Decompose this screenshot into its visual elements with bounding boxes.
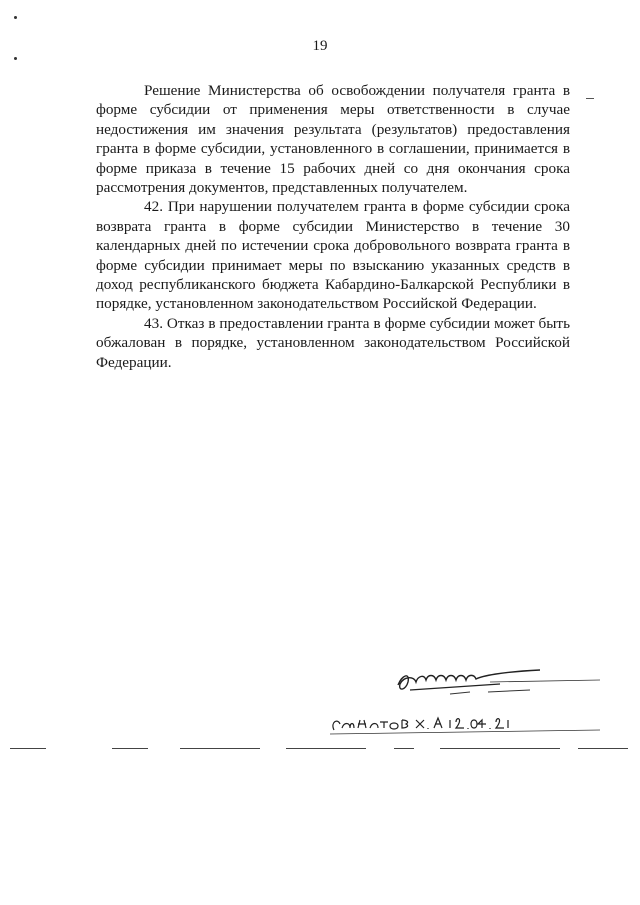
paragraph: 42. При нарушении получателем гранта в форме субсидии срока возврата гранта в форме субсидии Министерство в течение 30 календарных дней по истечении срока добровольного возврата гранта в форме субсидии принимает меры по взысканию указанных средств в доход республиканского бюджета Кабардино-Балкарской Республики в порядке, установленном законодательством Российской Федерации. bbox=[96, 198, 570, 313]
paragraph: Решение Министерства об освобождении получателя гранта в форме субсидии от применения меры ответственности в случае недостижения им значения результата (результатов) предоставления гранта в форме субсидии, установленного в соглашении, принимается в форме приказа в течение 15 рабочих дней со дня окончания срока рассмотрения документов, представленных получателем. bbox=[96, 82, 570, 197]
page-number: 19 bbox=[312, 38, 328, 54]
divider bbox=[578, 748, 628, 749]
divider bbox=[180, 748, 260, 749]
paragraph: 43. Отказ в предоставлении гранта в форме субсидии может быть обжалован в порядке, установленном законодательством Российской Федерации. bbox=[96, 314, 570, 371]
signature bbox=[310, 650, 610, 740]
divider bbox=[286, 748, 366, 749]
scan-mark bbox=[14, 57, 17, 60]
scan-mark bbox=[586, 98, 594, 99]
divider bbox=[112, 748, 148, 749]
scan-mark bbox=[14, 16, 17, 19]
signature-drawing bbox=[310, 650, 610, 740]
divider bbox=[10, 748, 46, 749]
divider bbox=[394, 748, 414, 749]
body-text bbox=[96, 81, 570, 372]
divider bbox=[440, 748, 560, 749]
